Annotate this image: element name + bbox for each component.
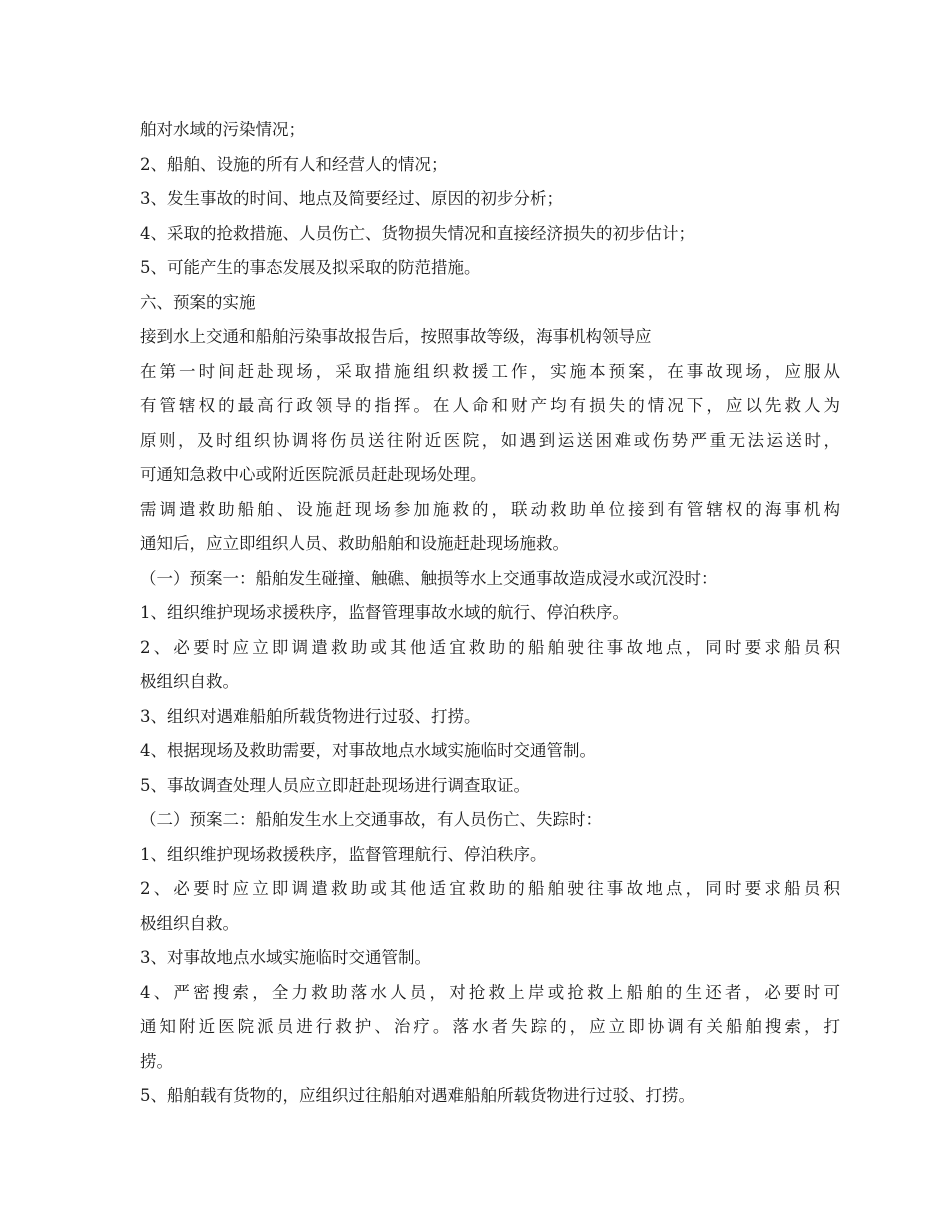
text-line: 2、船舶、设施的所有人和经营人的情况；	[140, 154, 448, 174]
text-line: 捞。	[140, 1051, 173, 1071]
text-line: 2、必要时应立即调遣救助或其他适宜救助的船舶驶往事故地点，同时要求船员积	[140, 879, 840, 898]
subsection-heading: （一）预案一：船舶发生碰撞、触礁、触损等水上交通事故造成浸水或沉没时：	[140, 568, 718, 588]
document-body	[140, 113, 840, 1114]
text-line: 极组织自救。	[140, 672, 239, 691]
text-line: 4、采取的抢救措施、人员伤亡、货物损失情况和直接经济损失的初步估计；	[140, 223, 695, 243]
text-line: 通知附近医院派员进行救护、治疗。落水者失踪的，应立即协调有关船舶搜索，打	[140, 1017, 840, 1036]
text-line: 3、组织对遇难船舶所载货物进行过驳、打捞。	[140, 706, 481, 726]
text-line: 3、对事故地点水域实施临时交通管制。	[140, 948, 431, 967]
section-heading: 六、预案的实施	[140, 292, 256, 312]
text-line: 4、根据现场及救助需要，对事故地点水域实施临时交通管制。	[140, 741, 596, 760]
text-line: 接到水上交通和船舶污染事故报告后，按照事故等级，海事机构领导应	[140, 327, 652, 346]
text-line: 通知后，应立即组织人员、救助船舶和设施赶赴现场施救。	[140, 534, 569, 553]
text-line: 5、事故调查处理人员应立即赶赴现场进行调查取证。	[140, 775, 530, 795]
text-line: 有管辖权的最高行政领导的指挥。在人命和财产均有损失的情况下，应以先救人为	[140, 396, 840, 415]
text-line: 在第一时间赶赴现场，采取措施组织救援工作，实施本预案，在事故现场，应服从	[140, 361, 840, 381]
text-line: 5、可能产生的事态发展及拟采取的防范措施。	[140, 258, 481, 277]
text-line: 3、发生事故的时间、地点及简要经过、原因的初步分析；	[140, 189, 563, 208]
text-line: 极组织自救。	[140, 913, 239, 933]
text-line: 可通知急救中心或附近医院派员赶赴现场处理。	[140, 465, 487, 484]
text-line: 1、组织维护现场救援秩序，监督管理航行、停泊秩序。	[140, 844, 547, 864]
text-line: 2、必要时应立即调遣救助或其他适宜救助的船舶驶往事故地点，同时要求船员积	[140, 637, 840, 657]
subsection-heading: （二）预案二：船舶发生水上交通事故，有人员伤亡、失踪时：	[140, 810, 602, 829]
text-line: 4、严密搜索，全力救助落水人员，对抢救上岸或抢救上船舶的生还者，必要时可	[140, 982, 840, 1002]
text-line: 1、组织维护现场求援秩序，监督管理事故水域的航行、停泊秩序。	[140, 603, 629, 622]
text-line: 舶对水域的污染情况；	[140, 120, 305, 139]
text-line: 需调遣救助船舶、设施赶现场参加施救的，联动救助单位接到有管辖权的海事机构	[140, 499, 840, 519]
text-line: 5、船舶载有货物的，应组织过往船舶对遇难船舶所载货物进行过驳、打捞。	[140, 1086, 695, 1105]
text-line: 原则，及时组织协调将伤员送往附近医院，如遇到运送困难或伤势严重无法运送时，	[140, 430, 840, 450]
